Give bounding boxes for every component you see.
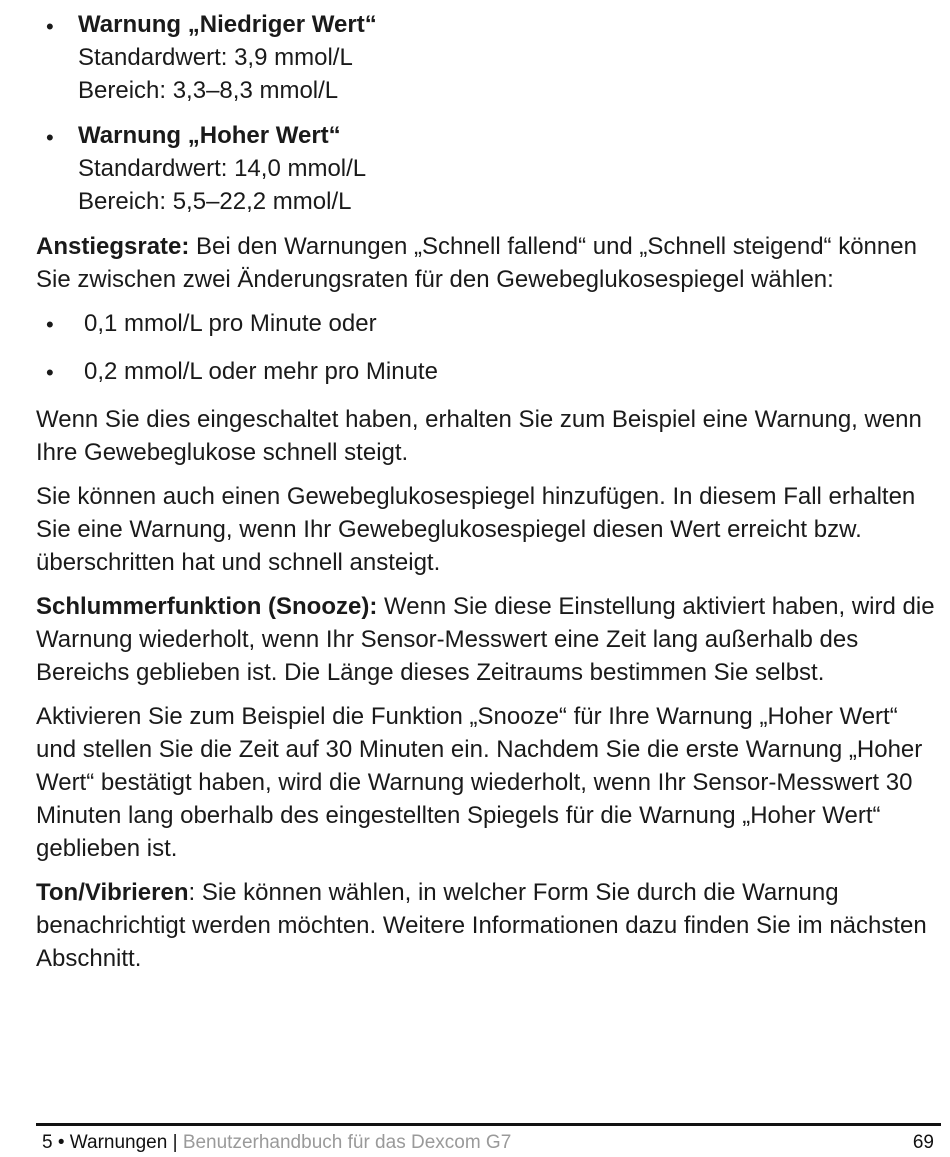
rate-paragraph [36, 230, 941, 296]
warning-item-low [36, 8, 941, 107]
footer-divider [36, 1123, 941, 1126]
sound-text: : Sie können wählen, in welcher Form Sie durch die Warnung benachrichtigt werden möchten. Weitere Informationen dazu finden Sie im nächsten Abschnitt. [36, 879, 927, 972]
paragraph-snooze-example: Aktivieren Sie zum Beispiel die Funktion „Snooze“ für Ihre Warnung „Hoher Wert“ und stellen Sie die Zeit auf 30 Minuten ein. Nachdem Sie die erste Warnung „Hoher Wert“ bestätigt haben, wird die Warnung wiederholt, wenn Ihr Sensor-Messwert 30 Minuten lang oberhalb des eingestellten Spiegels für die Warnung „Hoher Wert“ geblieben ist. [36, 703, 923, 862]
rate-options-list [36, 307, 941, 388]
rate-text: Bei den Warnungen „Schnell fallend“ und „Schnell steigend“ können Sie zwischen zwei Änderungsraten für den Gewebeglukosespiegel wählen: [36, 233, 917, 293]
bullet-icon: • [46, 14, 54, 39]
warning-settings-list [36, 8, 941, 218]
warning-default-value: Standardwert: 3,9 mmol/L [78, 44, 353, 71]
warning-default-value: Standardwert: 14,0 mmol/L [78, 155, 367, 182]
bullet-icon: • [46, 312, 54, 337]
sound-lead: Ton/Vibrieren [36, 879, 189, 906]
sound-paragraph [36, 876, 941, 975]
snooze-paragraph [36, 590, 941, 689]
footer-chapter: 5 • Warnungen [42, 1132, 168, 1153]
snooze-lead: Schlummerfunktion (Snooze): [36, 593, 378, 620]
page-footer [42, 1131, 934, 1155]
warning-title: Warnung „Hoher Wert“ [78, 122, 341, 149]
bullet-icon: • [46, 360, 54, 385]
rate-lead: Anstiegsrate: [36, 233, 190, 260]
bullet-icon: • [46, 125, 54, 150]
rate-option [36, 307, 941, 340]
rate-option-text: 0,2 mmol/L oder mehr pro Minute [84, 358, 438, 385]
page-number: 69 [912, 1132, 934, 1153]
document-page [36, 8, 941, 986]
warning-title: Warnung „Niedriger Wert“ [78, 11, 377, 38]
rate-option-text: 0,1 mmol/L pro Minute oder [84, 310, 377, 337]
paragraph-example: Wenn Sie dies eingeschaltet haben, erhalten Sie zum Beispiel eine Warnung, wenn Ihre Gewebeglukose schnell steigt. [36, 406, 922, 466]
warning-item-high [36, 119, 941, 218]
paragraph-add-level: Sie können auch einen Gewebeglukosespiegel hinzufügen. In diesem Fall erhalten Sie eine Warnung, wenn Ihr Gewebeglukosespiegel diesen Wert erreicht bzw. überschritten hat und schnell ansteigt. [36, 483, 916, 576]
snooze-text: Wenn Sie diese Einstellung aktiviert haben, wird die Warnung wiederholt, wenn Ihr Sensor-Messwert eine Zeit lang außerhalb des Bereichs geblieben ist. Die Länge dieses Zeitraums bestimmen Sie selbst. [36, 593, 935, 686]
warning-range: Bereich: 5,5–22,2 mmol/L [78, 188, 352, 215]
rate-option [36, 355, 941, 388]
warning-range: Bereich: 3,3–8,3 mmol/L [78, 77, 339, 104]
footer-separator: | [167, 1132, 183, 1153]
footer-book-title: Benutzerhandbuch für das Dexcom G7 [182, 1132, 512, 1153]
